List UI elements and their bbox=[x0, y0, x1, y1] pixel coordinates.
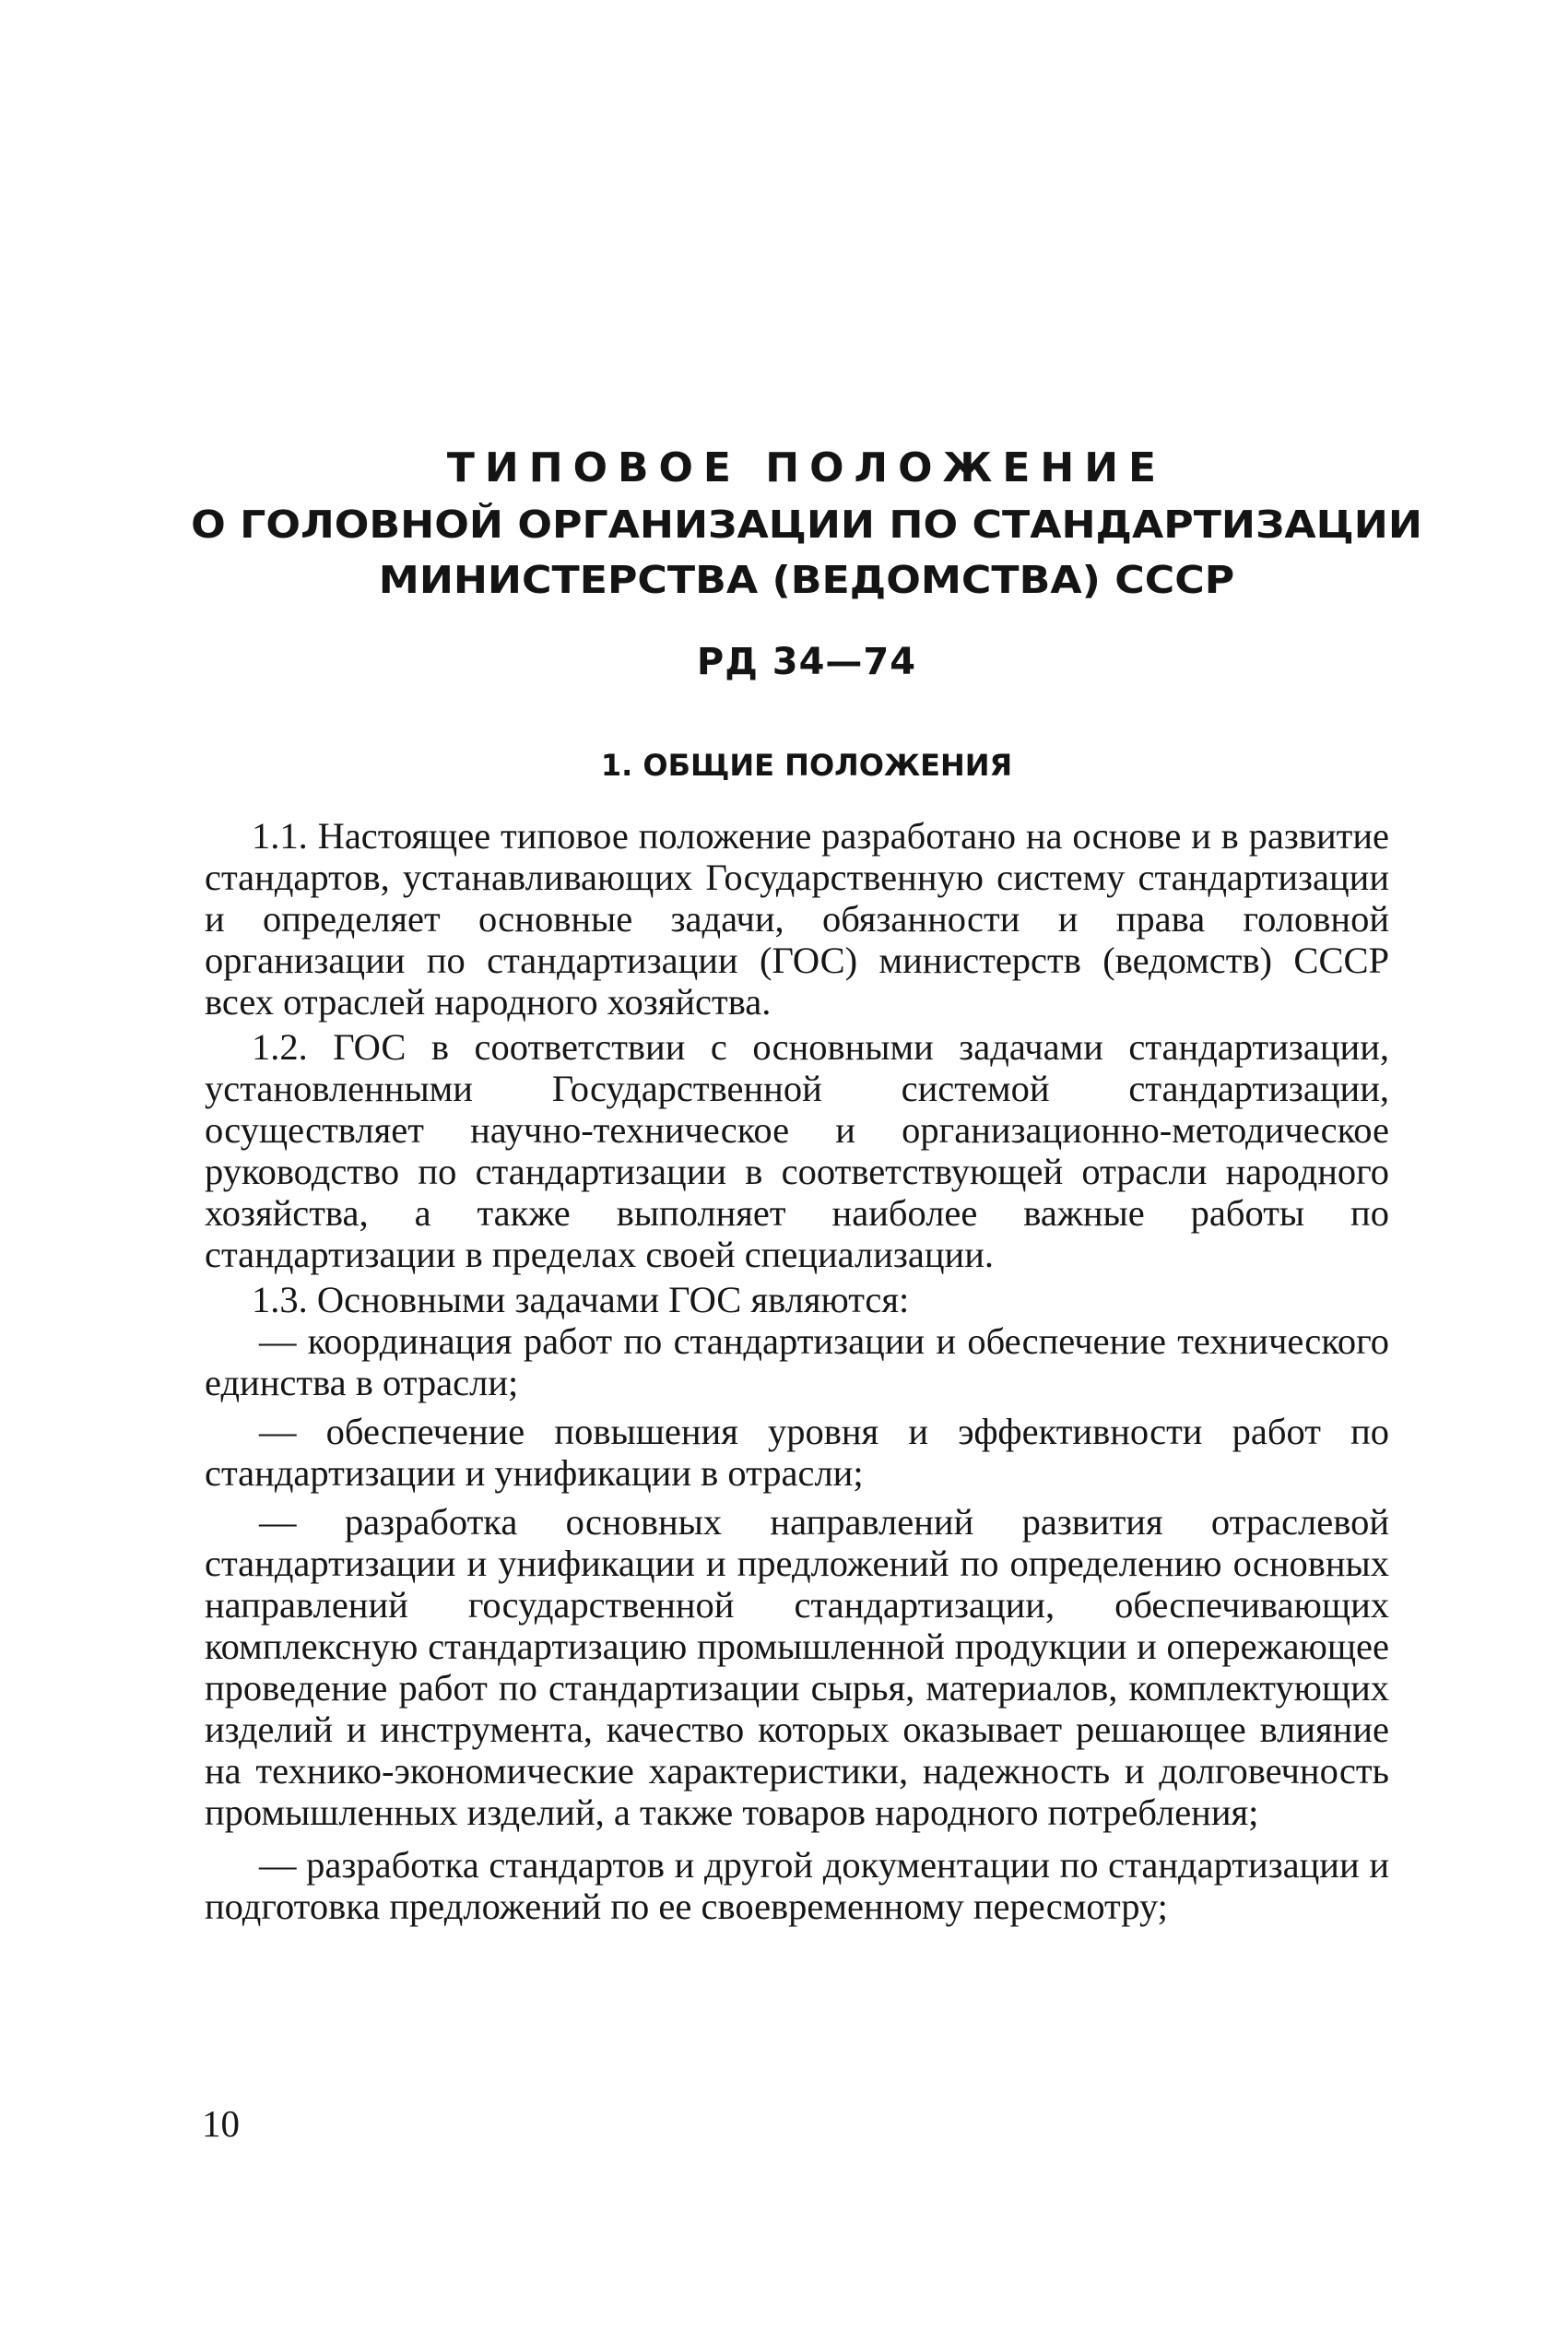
paragraph-1-3: 1.3. Основными задачами ГОС являются: bbox=[252, 1279, 910, 1320]
paragraph-1-2: 1.2. ГОС в соответствии с основными задачами стандартизации, установленными Государственной системой стандартизации, осуществляет научно-техническое и организационно-методическое руководство по стандартизации в соответствующей отрасли народного хозяйства, а также выполняет наиболее важные работы по стандартизации в пределах своей специализации. bbox=[205, 1026, 1389, 1275]
page-number: 10 bbox=[202, 2102, 240, 2145]
document-title-line-2: О ГОЛОВНОЙ ОРГАНИЗАЦИИ ПО СТАНДАРТИЗАЦИИ bbox=[191, 503, 1422, 547]
task-item-2: — обеспечение повышения уровня и эффективности работ по стандартизации и унификации в отрасли; bbox=[205, 1411, 1389, 1494]
document-code: РД 34—74 bbox=[696, 641, 917, 683]
task-item-4: — разработка стандартов и другой документации по стандартизации и подготовка предложений по ее своевременному пересмотру; bbox=[205, 1844, 1389, 1927]
body-text bbox=[205, 815, 1389, 1927]
task-item-1: — координация работ по стандартизации и обеспечение технического единства в отрасли; bbox=[205, 1320, 1389, 1403]
document-title-line-1: ТИПОВОЕ ПОЛОЖЕНИЕ bbox=[446, 444, 1167, 491]
paragraph-1-1: 1.1. Настоящее типовое положение разработано на основе и в развитие стандартов, устанавливающих Государственную систему стандартизации и определяет основные задачи, обязанности и права головной организации по стандартизации (ГОС) министерств (ведомств) СССР всех отраслей народного хозяйства. bbox=[205, 815, 1389, 1023]
document-title-line-3: МИНИСТЕРСТВА (ВЕДОМСТВА) СССР bbox=[378, 558, 1235, 602]
task-item-3: — разработка основных направлений развития отраслевой стандартизации и унификации и предложений по определению основных направлений государственной стандартизации, обеспечивающих комплексную стандартизацию промышленной продукции и опережающее проведение работ по стандартизации сырья, материалов, комплектующих изделий и инструмента, качество которых оказывает решающее влияние на технико-экономические характеристики, надежность и долговечность промышленных изделий, а также товаров народного потребления; bbox=[205, 1501, 1389, 1833]
section-heading: 1. ОБЩИЕ ПОЛОЖЕНИЯ bbox=[600, 748, 1013, 783]
